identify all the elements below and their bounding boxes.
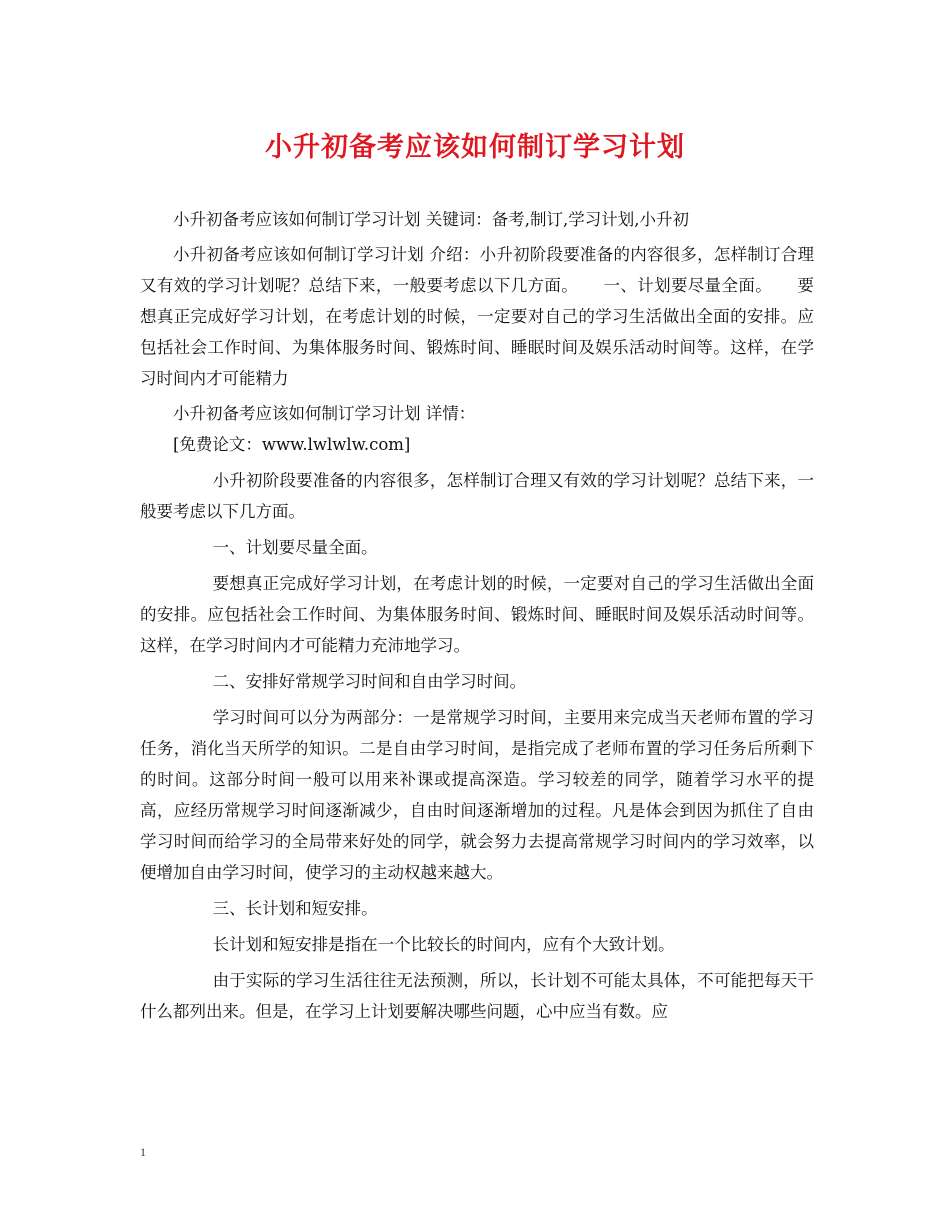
section-heading: 二、安排好常规学习时间和自由学习时间。 bbox=[212, 672, 527, 691]
page-number: 1 bbox=[140, 1145, 146, 1159]
document-body bbox=[140, 204, 814, 1027]
body-paragraph: 小升初阶段要准备的内容很多，怎样制订合理又有效的学习计划呢？总结下来，一般要考虑以下几方面。 bbox=[140, 471, 814, 521]
document-title: 小升初备考应该如何制订学习计划 bbox=[265, 132, 685, 163]
keywords-paragraph: 小升初备考应该如何制订学习计划 关键词：备考,制订,学习计划,小升初 bbox=[173, 210, 689, 229]
section-heading: 一、计划要尽量全面。 bbox=[212, 538, 378, 557]
body-paragraph: 长计划和短安排是指在一个比较长的时间内，应有个大致计划。 bbox=[212, 935, 675, 954]
source-note: [免费论文：www.lwlwlw.com] bbox=[173, 435, 411, 454]
section-heading: 三、长计划和短安排。 bbox=[212, 899, 378, 918]
body-paragraph: 由于实际的学习生活往往无法预测，所以，长计划不可能太具体，不可能把每天干什么都列出来。但是，在学习上计划要解决哪些问题，心中应当有数。应 bbox=[140, 971, 814, 1021]
body-paragraph: 学习时间可以分为两部分：一是常规学习时间，主要用来完成当天老师布置的学习任务，消化当天所学的知识。二是自由学习时间，是指完成了老师布置的学习任务后所剩下的时间。这部分时间一般可以用来补课或提高深造。学习较差的同学，随着学习水平的提高，应经历常规学习时间逐渐减少，自由时间逐渐增加的过程。凡是体会到因为抓住了自由学习时间而给学习的全局带来好处的同学，就会努力去提高常规学习时间内的学习效率，以便增加自由学习时间，使学习的主动权越来越大。 bbox=[140, 708, 814, 882]
intro-paragraph: 小升初备考应该如何制订学习计划 介绍：小升初阶段要准备的内容很多，怎样制订合理又有效的学习计划呢？总结下来，一般要考虑以下几方面。 一、计划要尽量全面。 要想真正完成好学习计划，在考虑计划的时候，一定要对自己的学习生活做出全面的安排。应包括社会工作时间、为集体服务时间、锻炼时间、睡眠时间及娱乐活动时间等。这样，在学习时间内才可能精力 bbox=[140, 245, 814, 388]
body-paragraph: 要想真正完成好学习计划，在考虑计划的时候，一定要对自己的学习生活做出全面的安排。应包括社会工作时间、为集体服务时间、锻炼时间、睡眠时间及娱乐活动时间等。这样，在学习时间内才可能精力充沛地学习。 bbox=[140, 574, 814, 655]
details-heading: 小升初备考应该如何制订学习计划 详情： bbox=[173, 404, 476, 423]
